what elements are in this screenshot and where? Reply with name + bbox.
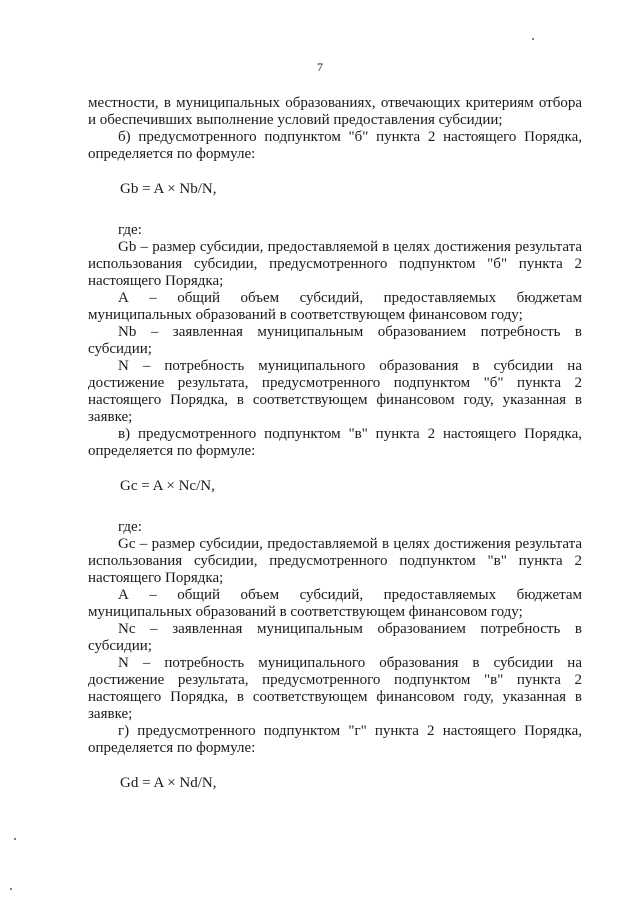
definition-gc: Gc – размер субсидии, предоставляемой в целях достижения результата использования субсидии, предусмотренного подпунктом "в" пункта 2 настоящего Порядка; xyxy=(88,536,582,586)
definition-nb: Nb – заявленная муниципальным образованием потребность в субсидии; xyxy=(88,324,582,357)
item-d-header: г) предусмотренного подпунктом "г" пункта 2 настоящего Порядка, определяется по формуле: xyxy=(88,723,582,756)
page-number: 7 xyxy=(317,60,323,74)
document-body xyxy=(88,95,582,816)
formula-d: Gd = A × Nd/N, xyxy=(120,775,217,791)
definition-n-c: N – потребность муниципального образования в субсидии на достижение результата, предусмотренного подпунктом "в" пункта 2 настоящего Порядка, в соответствующем финансовом году, указанная в заявке; xyxy=(88,655,582,722)
formula-c: Gc = A × Nc/N, xyxy=(120,478,215,494)
item-b-header: б) предусмотренного подпунктом "б" пункта 2 настоящего Порядка, определяется по формуле: xyxy=(88,129,582,162)
definition-a-b: А – общий объем субсидий, предоставляемых бюджетам муниципальных образований в соответствующем финансовом году; xyxy=(88,290,582,323)
where-label-c: где: xyxy=(118,519,142,535)
scan-speck xyxy=(10,888,12,890)
scan-speck xyxy=(14,838,16,840)
definition-gb: Gb – размер субсидии, предоставляемой в целях достижения результата использования субсидии, предусмотренного подпунктом "б" пункта 2 настоящего Порядка; xyxy=(88,239,582,289)
definition-n-b: N – потребность муниципального образования в субсидии на достижение результата, предусмотренного подпунктом "б" пункта 2 настоящего Порядка, в соответствующем финансовом году, указанная в заявке; xyxy=(88,358,582,425)
item-c-header: в) предусмотренного подпунктом "в" пункта 2 настоящего Порядка, определяется по формуле: xyxy=(88,426,582,459)
formula-b: Gb = A × Nb/N, xyxy=(120,181,217,197)
intro-paragraph: местности, в муниципальных образованиях, отвечающих критериям отбора и обеспечивших выполнение условий предоставления субсидии; xyxy=(88,95,582,128)
definition-a-c: А – общий объем субсидий, предоставляемых бюджетам муниципальных образований в соответствующем финансовом году; xyxy=(88,587,582,620)
scan-speck xyxy=(532,38,534,40)
definition-nc: Nc – заявленная муниципальным образованием потребность в субсидии; xyxy=(88,621,582,654)
where-label-b: где: xyxy=(118,222,142,238)
